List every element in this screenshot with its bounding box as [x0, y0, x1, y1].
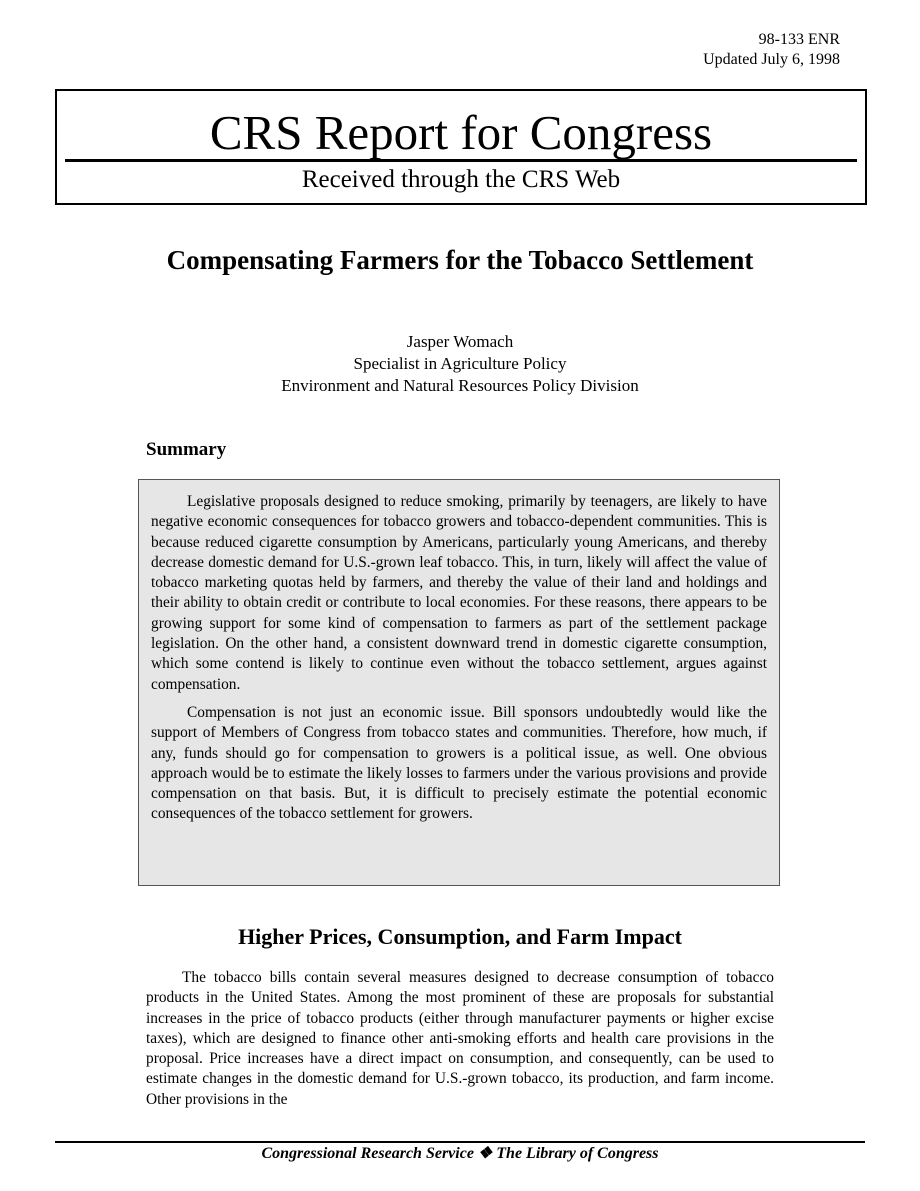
crs-banner — [55, 89, 867, 205]
summary-heading: Summary — [146, 439, 227, 460]
report-number: 98-133 ENR — [758, 31, 840, 48]
author-name: Jasper Womach — [406, 332, 514, 351]
section-heading: Higher Prices, Consumption, and Farm Impact — [238, 924, 682, 949]
page-footer: Congressional Research Service ❖ The Library of Congress — [261, 1145, 659, 1162]
footer-divider — [55, 1141, 865, 1143]
banner-divider — [65, 159, 857, 162]
banner-title: CRS Report for Congress — [209, 105, 713, 160]
summary-paragraph: Legislative proposals designed to reduce smoking, primarily by teenagers, are likely to have negative economic consequences for tobacco growers and tobacco-dependent communities. This is because reduced cigarette consumption by Americans, particularly young Americans, and thereby decrease domestic demand for U.S.-grown leaf tobacco. This, in turn, likely will affect the value of tobacco marketing quotas held by farmers, and thereby the value of their land and holdings and their ability to obtain credit or contribute to local economies. For these reasons, there appears to be growing support for some kind of compensation to farmers as part of the settlement package legislation. On the other hand, a consistent downward trend in domestic cigarette consumption, which some contend is likely to continue even without the tobacco settlement, argues against compensation. — [151, 493, 767, 693]
body-paragraph: The tobacco bills contain several measures designed to decrease consumption of tobacco products in the United States. Among the most prominent of these are proposals for substantial increases in the price of tobacco products (either through manufacturer payments or higher excise taxes), which are designed to finance other anti-smoking efforts and health care provisions in the proposal. Price increases have a direct impact on consumption, and consequently, can be used to estimate changes in the domestic demand for U.S.-grown tobacco, its production, and farm income. Other provisions in the — [146, 969, 774, 1108]
author-division: Environment and Natural Resources Policy Division — [281, 376, 639, 395]
summary-box — [138, 479, 780, 886]
updated-date: Updated July 6, 1998 — [703, 51, 840, 68]
author-block — [150, 331, 770, 397]
document-title: Compensating Farmers for the Tobacco Settlement — [166, 245, 754, 275]
report-identifier — [703, 30, 840, 70]
banner-subtitle: Received through the CRS Web — [301, 166, 621, 193]
author-title: Specialist in Agriculture Policy — [353, 354, 567, 373]
summary-paragraph: Compensation is not just an economic issue. Bill sponsors undoubtedly would like the support of Members of Congress from tobacco states and communities. Therefore, how much, if any, funds should go for compensation to growers is a political issue, as well. One obvious approach would be to estimate the likely losses to farmers under the various provisions and provide compensation on that basis. But, it is difficult to precisely estimate the potential economic consequences of the tobacco settlement for growers. — [151, 703, 767, 823]
